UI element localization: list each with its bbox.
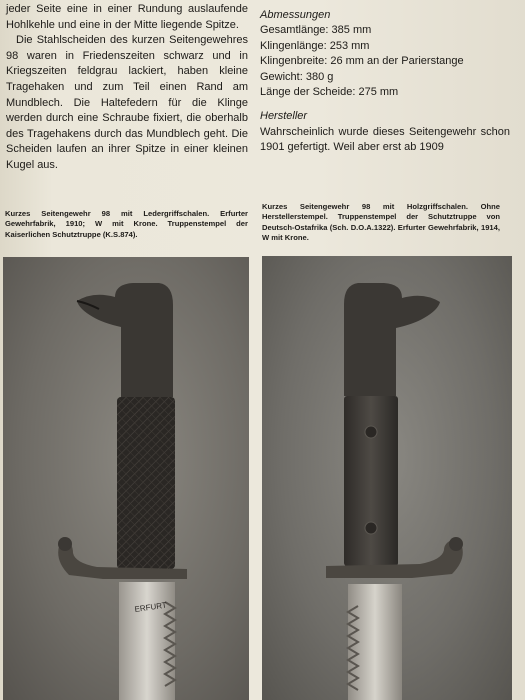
photo-bayonet-leather-grip xyxy=(3,257,249,700)
dimension-line: Gewicht: 380 g xyxy=(260,70,334,83)
caption-right: Kurzes Seitengewehr 98 mit Holzgriffschalen. Ohne Herstellerstempel. Truppenstempel der Schutztruppe von Deutsch-Ostafrika (Sch. D.O.A.1322). Erfurter Gewehrfabrik, 1914, W mit Krone. xyxy=(262,202,500,243)
dimension-line: Klingenbreite: 26 mm an der Parierstange xyxy=(260,55,464,68)
dimension-line: Klingenlänge: 253 mm xyxy=(260,39,370,52)
paragraph: jeder Seite eine in einer Rundung auslaufende Hohlkehle und eine in der Mitte liegende Spitze. xyxy=(6,3,248,31)
caption-left: Kurzes Seitengewehr 98 mit Ledergriffschalen. Erfurter Gewehrfabrik, 1910; W mit Krone. Truppenstempel der Kaiserlichen Schutztruppe (K.S.874). xyxy=(5,209,248,239)
photo-bayonet-wood-grip xyxy=(262,256,512,700)
right-text-column xyxy=(260,8,510,156)
maker-heading: Hersteller xyxy=(260,110,308,123)
paragraph: Die Stahlscheiden des kurzen Seitengewehres 98 waren in Friedenszeiten schwarz und in Kriegszeiten feldgrau lackiert, haben kleine Tragehaken und zum Teil einen Rand am Mundblech. Die Haltefedern für die Klinge werden durch eine Schraube fixiert, die oberhalb des Tragehakens durch das Mundblech geht. Die Scheiden laufen an ihrer Spitze in einer kleinen Kugel aus. xyxy=(6,34,248,171)
blade-stamp: ERFURT xyxy=(134,600,168,614)
maker-text: Wahrscheinlich wurde dieses Seitengewehr schon 1901 gefertigt. Weil aber erst ab 1909 xyxy=(260,125,510,154)
dimension-line: Gesamtlänge: 385 mm xyxy=(260,24,372,37)
dimensions-heading: Abmessungen xyxy=(260,9,331,21)
dimension-line: Länge der Scheide: 275 mm xyxy=(260,86,399,99)
left-text-column xyxy=(6,2,248,174)
